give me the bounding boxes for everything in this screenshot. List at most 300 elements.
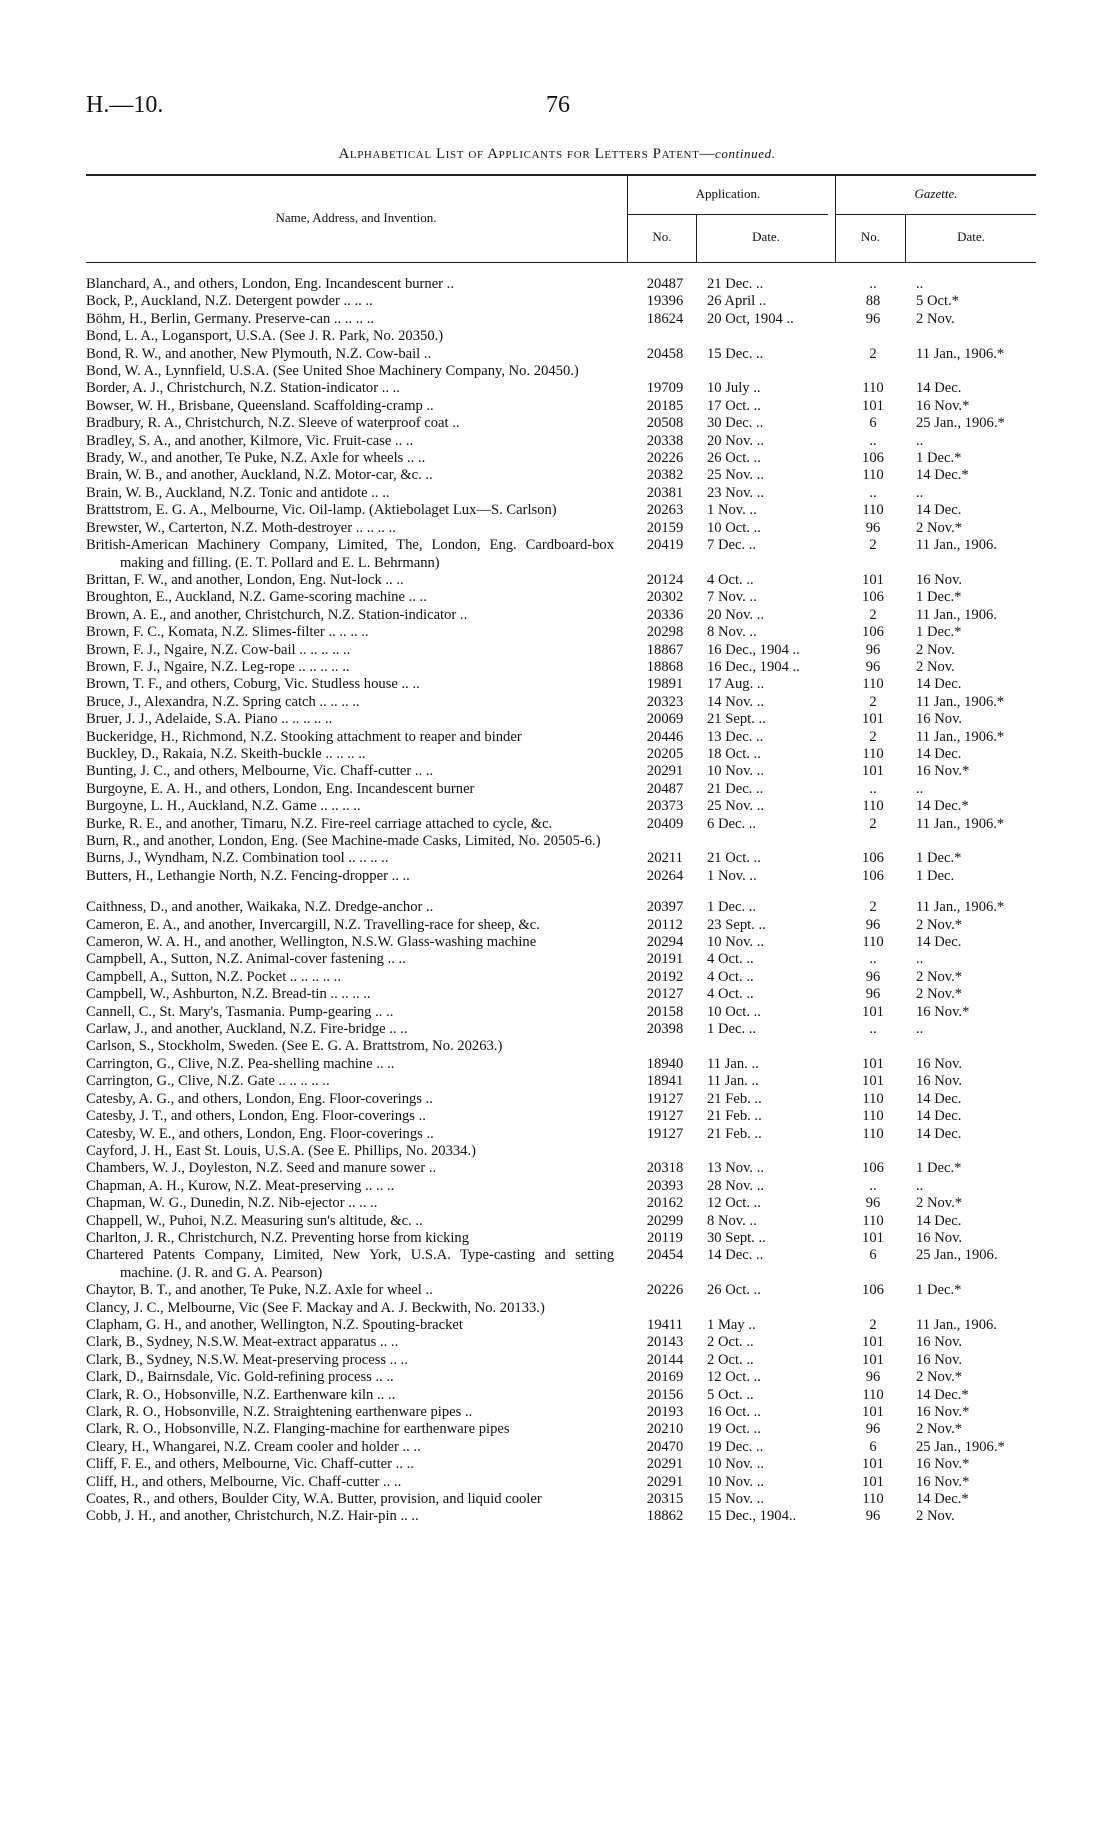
table-row — [86, 1160, 1036, 1177]
table-row — [86, 1143, 1036, 1160]
entry-name: Cobb, J. H., and another, Christchurch, N.Z. Hair-pin .. .. — [86, 1508, 419, 1525]
table-row — [86, 642, 1036, 659]
application-date: 17 Oct. .. — [707, 397, 761, 414]
gazette-date: 14 Dec. — [916, 676, 962, 693]
application-number: 20508 — [646, 415, 684, 432]
application-date: 11 Jan. .. — [707, 1055, 759, 1072]
table-row — [86, 1317, 1036, 1334]
gazette-number: 96 — [865, 986, 881, 1003]
gazette-date: 16 Nov.* — [916, 1473, 970, 1490]
application-date: 20 Nov. .. — [707, 606, 765, 623]
application-number: 20338 — [646, 432, 684, 449]
gazette-number: 101 — [862, 1334, 884, 1351]
application-date: 25 Nov. .. — [707, 467, 765, 484]
table-row — [86, 624, 1036, 641]
application-date: 1 Nov. .. — [707, 502, 757, 519]
application-number: 20393 — [646, 1177, 684, 1194]
entry-name: Brown, F. C., Komata, N.Z. Slimes-filter .. .. .. .. — [86, 624, 369, 641]
application-number: 18940 — [646, 1055, 684, 1072]
entry-name: Cameron, W. A. H., and another, Wellington, N.S.W. Glass-washing machine — [86, 934, 537, 951]
table-row — [86, 485, 1036, 502]
entry-name: Campbell, A., Sutton, N.Z. Pocket .. .. .. .. .. — [86, 968, 341, 985]
table-row — [86, 1352, 1036, 1369]
application-date: 6 Dec. .. — [707, 815, 757, 832]
entry-name: Brady, W., and another, Te Puke, N.Z. Axle for wheels .. .. — [86, 450, 426, 467]
table-row — [86, 1404, 1036, 1421]
application-number: 20323 — [646, 693, 684, 710]
table-row — [86, 1456, 1036, 1473]
table-row — [86, 293, 1036, 310]
entry-name: Chartered Patents Company, Limited, New York, U.S.A. Type-casting and setting machine. (J. R. and G. A. Pearson) — [86, 1247, 614, 1281]
gazette-number: 106 — [862, 1160, 884, 1177]
gazette-date: 2 Nov.* — [916, 986, 963, 1003]
entry-name: Burgoyne, E. A. H., and others, London, Eng. Incandescent burner — [86, 780, 475, 797]
application-number: 19127 — [646, 1125, 684, 1142]
application-date: 21 Feb. .. — [707, 1125, 762, 1142]
application-date: 26 Oct. .. — [707, 450, 761, 467]
gazette-date: 16 Nov.* — [916, 1404, 970, 1420]
entry-name: Buckley, D., Rakaia, N.Z. Skeith-buckle .. .. .. .. — [86, 745, 366, 762]
application-date: 12 Oct. .. — [707, 1369, 761, 1386]
gazette-number: 110 — [862, 467, 884, 484]
gazette-number: 2 — [869, 728, 877, 745]
gazette-header: Gazette. — [914, 186, 958, 201]
entry-name: Brittan, F. W., and another, London, Eng. Nut-lock .. .. — [86, 571, 404, 588]
gazette-number: 110 — [862, 1212, 884, 1229]
entry-name: Bock, P., Auckland, N.Z. Detergent powder .. .. .. — [86, 293, 373, 310]
application-number: 20069 — [646, 711, 684, 728]
application-date: 21 Dec. .. — [707, 276, 764, 292]
gazette-number: 96 — [865, 641, 881, 658]
gazette-date: .. — [916, 432, 924, 449]
application-number: 20454 — [646, 1247, 684, 1264]
application-date: 15 Dec., 1904.. — [707, 1508, 797, 1525]
application-number: 20291 — [646, 1473, 684, 1490]
application-number: 20318 — [646, 1160, 684, 1177]
application-number: 20124 — [646, 571, 684, 588]
gazette-number: 110 — [862, 1090, 884, 1107]
table-row — [86, 917, 1036, 934]
application-date: 19 Dec. .. — [707, 1438, 764, 1455]
entry-name: Chapman, A. H., Kurow, N.Z. Meat-preserving .. .. .. — [86, 1177, 395, 1194]
table-top-rule — [86, 174, 1036, 176]
table-row — [86, 781, 1036, 798]
entry-name: Burns, J., Wyndham, N.Z. Combination tool .. .. .. .. — [86, 850, 389, 867]
gazette-date: 14 Dec. — [916, 1090, 962, 1107]
application-date: 4 Oct. .. — [707, 986, 754, 1003]
entry-name: Clark, B., Sydney, N.S.W. Meat-extract apparatus .. .. — [86, 1334, 399, 1351]
application-number: 20119 — [647, 1229, 683, 1246]
table-row — [86, 1508, 1036, 1525]
gazette-date: .. — [916, 276, 924, 292]
application-date: 10 July .. — [707, 380, 761, 397]
gazette-number: 96 — [865, 1369, 881, 1386]
app-date-header: Date. — [752, 229, 780, 244]
application-date: 14 Nov. .. — [707, 693, 765, 710]
entry-name: Burn, R., and another, London, Eng. (See Machine-made Casks, Limited, No. 20505-6.) — [86, 833, 601, 849]
application-number: 20211 — [647, 850, 683, 867]
entry-name: Burgoyne, L. H., Auckland, N.Z. Game .. .. .. .. — [86, 798, 361, 815]
entry-name: Burke, R. E., and another, Timaru, N.Z. Fire-reel carriage attached to cycle, &c. — [86, 815, 553, 832]
gazette-number: 106 — [862, 624, 884, 641]
gazette-number: 110 — [862, 1386, 884, 1403]
gazette-number: 106 — [862, 850, 884, 867]
gazette-number: 2 — [869, 815, 877, 832]
entry-name: Clark, D., Bairnsdale, Vic. Gold-refining process .. .. — [86, 1369, 394, 1386]
application-date: 14 Dec. .. — [707, 1247, 764, 1264]
entry-name: Caithness, D., and another, Waikaka, N.Z. Dredge-anchor .. — [86, 899, 434, 916]
gazette-date: .. — [916, 1021, 924, 1038]
gazette-number: 101 — [862, 1351, 884, 1368]
gazette-number: 101 — [862, 1404, 884, 1420]
entry-name: Chambers, W. J., Doyleston, N.Z. Seed and manure sower .. — [86, 1160, 437, 1177]
application-date: 10 Nov. .. — [707, 763, 765, 780]
gazette-date: .. — [916, 1177, 924, 1194]
table-row — [86, 1073, 1036, 1090]
gazette-number: .. — [869, 484, 877, 501]
gazette-date: 14 Dec. — [916, 502, 962, 519]
entry-name: Bond, W. A., Lynnfield, U.S.A. (See United Shoe Machinery Company, No. 20450.) — [86, 363, 579, 380]
application-date: 2 Oct. .. — [707, 1334, 754, 1351]
gazette-date: 2 Nov.* — [916, 916, 963, 933]
entry-name: Bond, L. A., Logansport, U.S.A. (See J. R. Park, No. 20350.) — [86, 328, 444, 345]
gazette-date: 11 Jan., 1906. — [916, 606, 997, 623]
application-date: 10 Oct. .. — [707, 519, 761, 536]
application-number: 20193 — [646, 1404, 684, 1420]
gazette-date: 1 Dec. — [916, 867, 955, 884]
gazette-date: 2 Nov. — [916, 641, 955, 658]
gazette-number: 2 — [869, 1316, 877, 1333]
application-date: 1 Dec. .. — [707, 899, 757, 916]
gazette-date: 2 Nov. — [916, 658, 955, 675]
application-number: 20112 — [647, 916, 683, 933]
table-row — [86, 1300, 1036, 1317]
application-date: 7 Nov. .. — [707, 589, 757, 606]
table-row — [86, 969, 1036, 986]
table-row — [86, 659, 1036, 676]
application-number: 19709 — [646, 380, 684, 397]
gazette-number: .. — [869, 1021, 877, 1038]
table-row — [86, 676, 1036, 693]
application-number: 20382 — [646, 467, 684, 484]
application-date: 16 Oct. .. — [707, 1404, 761, 1420]
gazette-number: 110 — [862, 745, 884, 762]
entry-name: Brown, F. J., Ngaire, N.Z. Cow-bail .. .. .. .. .. — [86, 641, 351, 658]
table-row — [86, 1387, 1036, 1404]
application-number: 20162 — [646, 1195, 684, 1212]
gazette-number: 101 — [862, 1456, 884, 1473]
entry-name: Clark, R. O., Hobsonville, N.Z. Straightening earthenware pipes .. — [86, 1404, 473, 1420]
application-date: 19 Oct. .. — [707, 1421, 761, 1438]
entry-name: Brown, T. F., and others, Coburg, Vic. Studless house .. .. — [86, 676, 420, 693]
gazette-number: 101 — [862, 763, 884, 780]
table-row — [86, 1021, 1036, 1038]
table-row — [86, 1038, 1036, 1055]
entry-name: Carrington, G., Clive, N.Z. Pea-shelling machine .. .. — [86, 1055, 395, 1072]
gazette-number: .. — [869, 432, 877, 449]
application-date: 21 Oct. .. — [707, 850, 761, 867]
gazette-number: .. — [869, 1177, 877, 1194]
entry-name: Chapman, W. G., Dunedin, N.Z. Nib-ejector .. .. .. — [86, 1195, 378, 1212]
table-row — [86, 899, 1036, 916]
application-number: 20398 — [646, 1021, 684, 1038]
gazette-number: 110 — [862, 934, 884, 951]
table-caption — [0, 146, 1114, 163]
application-number: 20298 — [646, 624, 684, 641]
table-row — [86, 951, 1036, 968]
application-number: 20169 — [646, 1369, 684, 1386]
gazette-date: 14 Dec. — [916, 745, 962, 762]
application-date: 12 Oct. .. — [707, 1195, 761, 1212]
gazette-date: 25 Jan., 1906. — [916, 1247, 998, 1264]
application-number: 20409 — [646, 815, 684, 832]
entry-name: Catesby, W. E., and others, London, Eng. Floor-coverings .. — [86, 1125, 434, 1142]
table-row — [86, 346, 1036, 363]
entry-name: Butters, H., Lethangie North, N.Z. Fencing-dropper .. .. — [86, 867, 410, 884]
gazette-date: 1 Dec.* — [916, 850, 962, 867]
entry-name: Border, A. J., Christchurch, N.Z. Station-indicator .. .. — [86, 380, 400, 397]
application-date: 8 Nov. .. — [707, 624, 757, 641]
gazette-date: 25 Jan., 1906.* — [916, 1438, 1005, 1455]
gazette-date: 2 Nov.* — [916, 1369, 963, 1386]
entry-name: Clark, R. O., Hobsonville, N.Z. Earthenware kiln .. .. — [86, 1386, 396, 1403]
caption-main: Alphabetical List of Applicants for Letters Patent— — [338, 146, 716, 162]
gazette-number: 101 — [862, 711, 884, 728]
gazette-number: 106 — [862, 1282, 884, 1299]
table-row — [86, 502, 1036, 519]
application-date: 21 Dec. .. — [707, 780, 764, 797]
entry-name: Clapham, G. H., and another, Wellington, N.Z. Spouting-bracket — [86, 1316, 463, 1333]
gazette-number: 101 — [862, 571, 884, 588]
gazette-number: 2 — [869, 537, 877, 554]
table-row — [86, 868, 1036, 885]
application-number: 20487 — [646, 276, 684, 292]
application-number: 20158 — [646, 1003, 684, 1020]
gazette-number: 96 — [865, 519, 881, 536]
application-number: 19891 — [646, 676, 684, 693]
gazette-date: 25 Jan., 1906.* — [916, 415, 1005, 432]
application-number: 18868 — [646, 658, 684, 675]
application-date: 21 Feb. .. — [707, 1108, 762, 1125]
gazette-date: .. — [916, 780, 924, 797]
document-reference: H.—10. — [86, 92, 164, 118]
gazette-number: 101 — [862, 1473, 884, 1490]
gazette-date: 2 Nov. — [916, 310, 955, 327]
entry-name: Brain, W. B., and another, Auckland, N.Z. Motor-car, &c. .. — [86, 467, 433, 484]
application-date: 30 Sept. .. — [707, 1229, 766, 1246]
entry-name: Brown, A. E., and another, Christchurch, N.Z. Station-indicator .. — [86, 606, 468, 623]
application-number: 18867 — [646, 641, 684, 658]
table-row — [86, 850, 1036, 867]
entry-name: British-American Machinery Company, Limited, The, London, Eng. Cardboard-box making and filling. (E. T. Pollard and E. L. Behrmann) — [86, 537, 614, 571]
application-date: 16 Dec., 1904 .. — [707, 658, 800, 675]
gazette-number: 110 — [862, 798, 884, 815]
entry-name: Cliff, H., and others, Melbourne, Vic. Chaff-cutter .. .. — [86, 1473, 402, 1490]
application-number: 20156 — [646, 1386, 684, 1403]
application-date: 16 Dec., 1904 .. — [707, 641, 800, 658]
table-row — [86, 415, 1036, 432]
entry-name: Campbell, W., Ashburton, N.Z. Bread-tin .. .. .. .. — [86, 986, 371, 1003]
gazette-date: 11 Jan., 1906.* — [916, 899, 1005, 916]
gazette-date: 16 Nov.* — [916, 1003, 970, 1020]
gazette-date: .. — [916, 951, 924, 968]
gazette-number: 106 — [862, 450, 884, 467]
application-date: 25 Nov. .. — [707, 798, 765, 815]
application-date: 20 Nov. .. — [707, 432, 765, 449]
gazette-number: 110 — [862, 676, 884, 693]
entry-name: Catesby, A. G., and others, London, Eng. Floor-coverings .. — [86, 1090, 433, 1107]
patent-list — [86, 276, 1036, 1526]
application-number: 20191 — [646, 951, 684, 968]
gazette-number: 2 — [869, 693, 877, 710]
gazette-number: 96 — [865, 968, 881, 985]
gazette-date: 11 Jan., 1906.* — [916, 693, 1005, 710]
gazette-date: 5 Oct.* — [916, 293, 959, 310]
table-row — [86, 537, 1036, 572]
entry-name: Carrington, G., Clive, N.Z. Gate .. .. .. .. .. — [86, 1073, 330, 1090]
entry-name: Brewster, W., Carterton, N.Z. Moth-destroyer .. .. .. .. — [86, 519, 396, 536]
application-number: 20419 — [646, 537, 684, 554]
application-date: 8 Nov. .. — [707, 1212, 757, 1229]
table-row — [86, 433, 1036, 450]
gazette-number: 101 — [862, 397, 884, 414]
application-date: 1 Dec. .. — [707, 1021, 757, 1038]
gazette-number: 96 — [865, 916, 881, 933]
gazette-number: .. — [869, 276, 877, 292]
gazette-date: 1 Dec.* — [916, 589, 962, 606]
entry-name: Clancy, J. C., Melbourne, Vic (See F. Mackay and A. J. Beckwith, No. 20133.) — [86, 1299, 545, 1316]
table-row — [86, 1126, 1036, 1143]
gazette-date: 1 Dec.* — [916, 450, 962, 467]
application-number: 20226 — [646, 450, 684, 467]
gazette-number: 101 — [862, 1073, 884, 1090]
gazette-date: 1 Dec.* — [916, 1160, 962, 1177]
application-date: 21 Sept. .. — [707, 711, 766, 728]
application-date: 21 Feb. .. — [707, 1090, 762, 1107]
gazette-date: 16 Nov. — [916, 571, 963, 588]
gazette-date: 16 Nov. — [916, 1229, 963, 1246]
table-row — [86, 1421, 1036, 1438]
entry-name: Brattstrom, E. G. A., Melbourne, Vic. Oil-lamp. (Aktiebolaget Lux—S. Carlson) — [86, 502, 557, 519]
table-row — [86, 607, 1036, 624]
gazette-date: 2 Nov.* — [916, 1421, 963, 1438]
table-row — [86, 1056, 1036, 1073]
gazette-number: 6 — [869, 1438, 877, 1455]
entry-name: Campbell, A., Sutton, N.Z. Animal-cover fastening .. .. — [86, 951, 406, 968]
application-number: 20458 — [646, 345, 684, 362]
application-date: 13 Nov. .. — [707, 1160, 765, 1177]
application-number: 20192 — [646, 968, 684, 985]
table-row — [86, 450, 1036, 467]
table-row — [86, 798, 1036, 815]
application-date: 1 May .. — [707, 1316, 756, 1333]
application-number: 20291 — [646, 763, 684, 780]
gazette-number: 96 — [865, 1508, 881, 1525]
gazette-date: 16 Nov. — [916, 1334, 963, 1351]
table-row — [86, 763, 1036, 780]
gazette-date: 11 Jan., 1906. — [916, 537, 997, 554]
gazette-number: 110 — [862, 1491, 884, 1508]
entry-name: Bruce, J., Alexandra, N.Z. Spring catch .. .. .. .. — [86, 693, 360, 710]
gazette-date: 14 Dec.* — [916, 1386, 969, 1403]
app-no-header: No. — [652, 229, 672, 244]
application-number: 18624 — [646, 310, 684, 327]
table-row — [86, 311, 1036, 328]
gazette-number: 2 — [869, 345, 877, 362]
application-number: 20159 — [646, 519, 684, 536]
entry-name: Bond, R. W., and another, New Plymouth, N.Z. Cow-bail .. — [86, 345, 432, 362]
application-number: 20381 — [646, 484, 684, 501]
table-row — [86, 833, 1036, 850]
application-number: 20487 — [646, 780, 684, 797]
entry-name: Clark, R. O., Hobsonville, N.Z. Flanging-machine for earthenware pipes — [86, 1421, 510, 1438]
application-number: 20397 — [646, 899, 684, 916]
application-number: 20263 — [646, 502, 684, 519]
gazette-date: 11 Jan., 1906.* — [916, 728, 1005, 745]
application-date: 30 Dec. .. — [707, 415, 764, 432]
application-number: 20315 — [646, 1491, 684, 1508]
gazette-date: 14 Dec.* — [916, 467, 969, 484]
table-row — [86, 276, 1036, 293]
table-row — [86, 328, 1036, 345]
page-number: 76 — [546, 92, 570, 118]
application-number: 20470 — [646, 1438, 684, 1455]
gazette-date: 14 Dec. — [916, 1212, 962, 1229]
application-number: 20294 — [646, 934, 684, 951]
application-number: 20205 — [646, 745, 684, 762]
entry-name: Bunting, J. C., and others, Melbourne, Vic. Chaff-cutter .. .. — [86, 763, 434, 780]
name-column-header: Name, Address, and Invention. — [275, 210, 437, 225]
gazette-number: .. — [869, 780, 877, 797]
application-date: 10 Nov. .. — [707, 1473, 765, 1490]
entry-name: Broughton, E., Auckland, N.Z. Game-scoring machine .. .. — [86, 589, 427, 606]
entry-name: Carlson, S., Stockholm, Sweden. (See E. G. A. Brattstrom, No. 20263.) — [86, 1038, 503, 1055]
gazette-number: 96 — [865, 1195, 881, 1212]
gazette-date: 16 Nov. — [916, 1055, 963, 1072]
table-row — [86, 1491, 1036, 1508]
entry-name: Cannell, C., St. Mary's, Tasmania. Pump-gearing .. .. — [86, 1003, 394, 1020]
gazette-number: 101 — [862, 1055, 884, 1072]
table-row — [86, 694, 1036, 711]
gazette-number: 101 — [862, 1229, 884, 1246]
entry-name: Buckeridge, H., Richmond, N.Z. Stooking attachment to reaper and binder — [86, 728, 522, 745]
application-date: 23 Sept. .. — [707, 916, 766, 933]
gazette-number: 2 — [869, 606, 877, 623]
application-date: 26 April .. — [707, 293, 767, 310]
application-number: 19396 — [646, 293, 684, 310]
gazette-date: 2 Nov. — [916, 1508, 955, 1525]
gazette-number: 96 — [865, 310, 881, 327]
application-date: 26 Oct. .. — [707, 1282, 761, 1299]
application-date: 4 Oct. .. — [707, 571, 754, 588]
gazette-date: 14 Dec. — [916, 1108, 962, 1125]
application-date: 17 Aug. .. — [707, 676, 765, 693]
application-date: 15 Nov. .. — [707, 1491, 765, 1508]
gazette-date: 11 Jan., 1906.* — [916, 345, 1005, 362]
application-date: 28 Nov. .. — [707, 1177, 765, 1194]
application-date: 11 Jan. .. — [707, 1073, 759, 1090]
table-row — [86, 1108, 1036, 1125]
gazette-date: 2 Nov.* — [916, 1195, 963, 1212]
table-row — [86, 380, 1036, 397]
entry-name: Clark, B., Sydney, N.S.W. Meat-preserving process .. .. — [86, 1351, 408, 1368]
application-date: 13 Dec. .. — [707, 728, 764, 745]
entry-name: Bruer, J. J., Adelaide, S.A. Piano .. .. .. .. .. — [86, 711, 333, 728]
entry-name: Brown, F. J., Ngaire, N.Z. Leg-rope .. .. .. .. .. — [86, 658, 350, 675]
entry-name: Coates, R., and others, Boulder City, W.A. Butter, provision, and liquid cooler — [86, 1491, 542, 1508]
gazette-date: 1 Dec.* — [916, 624, 962, 641]
table-row — [86, 1439, 1036, 1456]
